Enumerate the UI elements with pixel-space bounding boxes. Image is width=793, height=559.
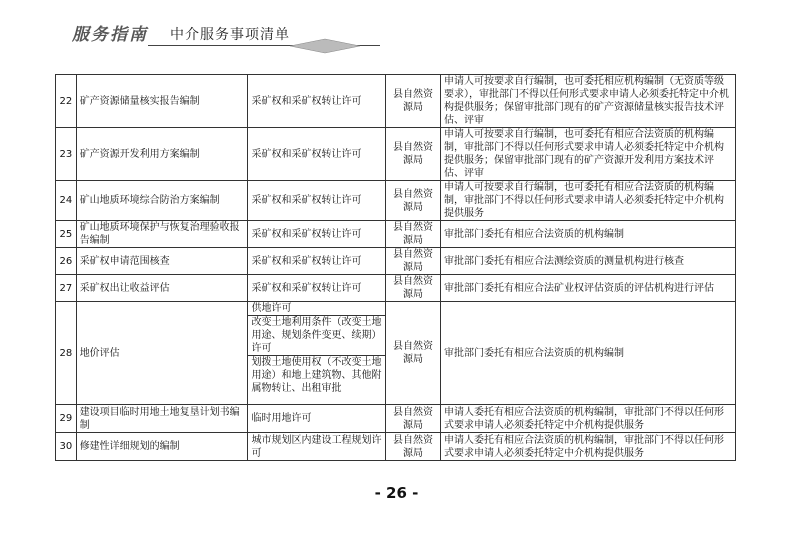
page-header — [0, 0, 793, 58]
table-row — [56, 302, 736, 405]
row-number: 28 — [56, 302, 77, 405]
department: 县自然资源局 — [386, 275, 441, 302]
department: 县自然资源局 — [386, 405, 441, 433]
row-number: 24 — [56, 181, 77, 221]
table-row — [56, 248, 736, 275]
note: 审批部门委托有相应合法资质的机构编制 — [440, 302, 735, 405]
table-row — [56, 181, 736, 221]
row-number: 30 — [56, 433, 77, 461]
table-row — [56, 405, 736, 433]
approval-basis: 采矿权和采矿权转让许可 — [248, 221, 386, 248]
approval-basis-list — [248, 302, 386, 405]
item-name: 采矿权申请范围核查 — [76, 248, 248, 275]
row-number: 22 — [56, 75, 77, 128]
approval-basis: 供地许可 — [248, 302, 385, 316]
note: 申请人可按要求自行编制，也可委托相应机构编制（无资质等级要求），审批部门不得以任何形式要求申请人必须委托特定中介机构提供服务；保留审批部门现有的矿产资源储量核实报告技术评估、评审 — [440, 75, 735, 128]
header-guide-label: 服务指南 — [72, 25, 148, 45]
department: 县自然资源局 — [386, 433, 441, 461]
note: 审批部门委托有相应合法资质的机构编制 — [440, 221, 735, 248]
table-row — [56, 433, 736, 461]
approval-basis: 采矿权和采矿权转让许可 — [248, 181, 386, 221]
table-row — [56, 128, 736, 181]
note: 审批部门委托有相应合法测绘资质的测量机构进行核查 — [440, 248, 735, 275]
note: 审批部门委托有相应合法矿业权评估资质的评估机构进行评估 — [440, 275, 735, 302]
department: 县自然资源局 — [386, 221, 441, 248]
department: 县自然资源局 — [386, 302, 441, 405]
row-number: 23 — [56, 128, 77, 181]
item-name: 修建性详细规划的编制 — [76, 433, 248, 461]
approval-basis: 城市规划区内建设工程规划许可 — [248, 433, 386, 461]
table-row — [56, 75, 736, 128]
item-name: 矿山地质环境保护与恢复治理验收报告编制 — [76, 221, 248, 248]
approval-basis: 划拨土地使用权（不改变土地用途）和地上建筑物、其他附属物转让、出租审批 — [251, 357, 382, 394]
row-number: 25 — [56, 221, 77, 248]
approval-basis: 采矿权和采矿权转让许可 — [248, 75, 386, 128]
approval-basis: 采矿权和采矿权转让许可 — [248, 248, 386, 275]
department: 县自然资源局 — [386, 128, 441, 181]
approval-basis: 临时用地许可 — [248, 405, 386, 433]
note: 申请人可按要求自行编制，也可委托有相应合法资质的机构编制，审批部门不得以任何形式要求申请人必须委托特定中介机构提供服务 — [440, 181, 735, 221]
approval-basis: 采矿权和采矿权转让许可 — [248, 275, 386, 302]
table-row — [56, 275, 736, 302]
approval-basis: 采矿权和采矿权转让许可 — [248, 128, 386, 181]
header-title: 中介服务事项清单 — [170, 27, 290, 43]
department: 县自然资源局 — [386, 248, 441, 275]
department: 县自然资源局 — [386, 181, 441, 221]
item-name: 矿山地质环境综合防治方案编制 — [76, 181, 248, 221]
table-row — [56, 221, 736, 248]
item-name: 地价评估 — [76, 302, 248, 405]
item-name: 建设项目临时用地土地复垦计划书编制 — [76, 405, 248, 433]
header-diamond-ornament — [290, 38, 360, 54]
item-name: 矿产资源开发利用方案编制 — [76, 128, 248, 181]
page-number: - 26 - — [374, 484, 419, 502]
note: 申请人委托有相应合法资质的机构编制，审批部门不得以任何形式要求申请人必须委托特定中介机构提供服务 — [440, 433, 735, 461]
department: 县自然资源局 — [386, 75, 441, 128]
row-number: 26 — [56, 248, 77, 275]
item-name: 采矿权出让收益评估 — [76, 275, 248, 302]
note: 申请人可按要求自行编制，也可委托有相应合法资质的机构编制，审批部门不得以任何形式要求申请人必须委托特定中介机构提供服务；保留审批部门现有的矿产资源开发利用方案技术评估、评审 — [440, 128, 735, 181]
service-items-table — [55, 74, 736, 461]
approval-basis: 改变土地利用条件（改变土地用途、规划条件变更、续期）许可 — [248, 316, 385, 356]
row-number: 29 — [56, 405, 77, 433]
row-number: 27 — [56, 275, 77, 302]
item-name: 矿产资源储量核实报告编制 — [76, 75, 248, 128]
note: 申请人委托有相应合法资质的机构编制，审批部门不得以任何形式要求申请人必须委托特定中介机构提供服务 — [440, 405, 735, 433]
